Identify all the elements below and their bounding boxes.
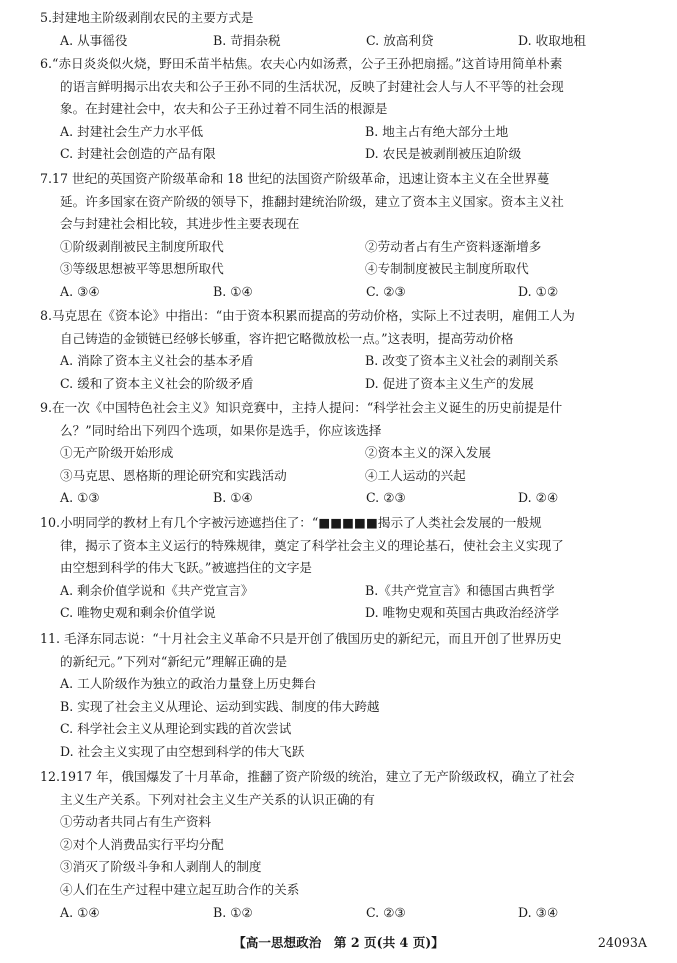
item-4: ④专制制度被民主制度所取代 xyxy=(365,261,529,277)
question-10 xyxy=(40,512,650,625)
item-4: ④人们在生产过程中建立起互助合作的关系 xyxy=(60,881,300,897)
question-stem: 的新纪元。”下列对“新纪元”理解正确的是 xyxy=(60,653,288,669)
option-c: C. ②③ xyxy=(366,283,406,299)
question-5 xyxy=(40,7,650,52)
option-a: A. ③④ xyxy=(60,283,100,299)
question-11 xyxy=(40,628,650,764)
items-row xyxy=(40,258,650,281)
stem-text: 10.小明同学的教材上有几个字被污迹遮挡住了：“ xyxy=(40,515,319,530)
option-a: A. 剩余价值学说和《共产党宣言》 xyxy=(60,582,254,598)
option-a: A. ①③ xyxy=(60,490,100,506)
option-a: A. ①④ xyxy=(60,904,100,920)
option-c: C. ②③ xyxy=(366,490,406,506)
options-row xyxy=(40,373,650,396)
options-row xyxy=(40,602,650,625)
options-row xyxy=(40,580,650,603)
item-3: ③马克思、恩格斯的理论研究和实践活动 xyxy=(60,467,287,483)
options-row xyxy=(40,902,650,925)
question-12 xyxy=(40,766,650,924)
question-8 xyxy=(40,305,650,395)
option-d: D. ③④ xyxy=(518,904,559,920)
items-row xyxy=(40,465,650,488)
option-c: C. 缓和了资本主义社会的阶级矛盾 xyxy=(60,375,254,391)
item-3: ③消灭了阶级斗争和人剥削人的制度 xyxy=(60,859,262,875)
options-row xyxy=(40,281,650,304)
option-d: D. 收取地租 xyxy=(518,32,587,48)
question-stem: 12.1917 年，俄国爆发了十月革命，推翻了资产阶级的统治，建立了无产阶级政权，确立了社会 xyxy=(40,769,575,784)
question-6 xyxy=(40,53,650,166)
option-c: C. 科学社会主义从理论到实践的首次尝试 xyxy=(60,721,292,737)
items-row xyxy=(40,442,650,465)
option-d: D. ①② xyxy=(518,283,559,299)
item-1: ①阶级剥削被民主制度所取代 xyxy=(60,238,224,254)
options-row xyxy=(40,487,650,510)
item-3: ③等级思想被平等思想所取代 xyxy=(60,261,224,277)
question-stem: 5.封建地主阶级剥削农民的主要方式是 xyxy=(40,10,254,25)
option-b: B. 地主占有绝大部分土地 xyxy=(365,123,509,139)
option-b: B. ①④ xyxy=(213,283,253,299)
options-row xyxy=(40,30,650,53)
question-stem: 8.马克思在《资本论》中指出：“由于资本积累而提高的劳动价格，实际上不过表明，雇佣工人为 xyxy=(40,308,575,323)
item-2: ②对个人消费品实行平均分配 xyxy=(60,836,224,852)
option-b: B. ①② xyxy=(213,904,253,920)
option-c: C. 封建社会创造的产品有限 xyxy=(60,146,216,162)
question-stem: 9.在一次《中国特色社会主义》知识竞赛中，主持人提问：“科学社会主义诞生的历史前提是什 xyxy=(40,400,563,415)
question-stem: 11. 毛泽东同志说：“十月社会主义革命不只是开创了俄国历史的新纪元，而且开创了世界历史 xyxy=(40,631,562,646)
question-7 xyxy=(40,168,650,304)
page-footer xyxy=(0,933,677,953)
question-stem: 么？”同时给出下列四个选项，如果你是选手，你应该选择 xyxy=(60,422,382,438)
item-4: ④工人运动的兴起 xyxy=(365,467,466,483)
question-stem: 延。许多国家在资产阶级的领导下，推翻封建统治阶级，建立了资本主义国家。资本主义社 xyxy=(60,193,564,209)
question-stem xyxy=(40,512,650,535)
question-stem: 6.“赤日炎炎似火烧，野田禾苗半枯焦。农夫心内如汤煮，公子王孙把扇摇。”这首诗用简单朴素 xyxy=(40,56,563,71)
option-d: D. 唯物史观和英国古典政治经济学 xyxy=(365,605,559,621)
item-1: ①劳动者共同占有生产资料 xyxy=(60,814,212,830)
option-b: B. 苛捐杂税 xyxy=(213,32,281,48)
question-9 xyxy=(40,397,650,510)
option-c: C. 唯物史观和剩余价值学说 xyxy=(60,605,216,621)
question-stem: 7.17 世纪的英国资产阶级革命和 18 世纪的法国资产阶级革命，迅速让资本主义在全世界蔓 xyxy=(40,171,550,186)
question-stem: 自己铸造的金锁链已经够长够重，容许把它略微放松一点。”这表明，提高劳动价格 xyxy=(60,330,514,346)
items-row xyxy=(40,236,650,259)
question-stem: 由空想到科学的伟大飞跃。”被遮挡住的文字是 xyxy=(60,560,313,576)
option-d: D. 农民是被剥削被压迫阶级 xyxy=(365,146,522,162)
option-c: C. 放高利贷 xyxy=(366,32,434,48)
obscured-text-blocks: ■■■■■ xyxy=(318,515,378,530)
option-a: A. 消除了资本主义社会的基本矛盾 xyxy=(60,353,254,369)
question-stem: 象。在封建社会中，农夫和公子王孙过着不同生活的根源是 xyxy=(60,101,388,117)
item-1: ①无产阶级开始形成 xyxy=(60,445,174,461)
question-stem: 的语言鲜明揭示出农夫和公子王孙不同的生活状况，反映了封建社会人与人不平等的社会现 xyxy=(60,78,564,94)
option-b: B.《共产党宣言》和德国古典哲学 xyxy=(365,582,555,598)
stem-text: 揭示了人类社会发展的一般规 xyxy=(377,515,542,530)
options-row xyxy=(40,143,650,166)
option-b: B. 改变了资本主义社会的剥削关系 xyxy=(365,353,559,369)
question-stem: 主义生产关系。下列对社会主义生产关系的认识正确的有 xyxy=(60,791,375,807)
question-stem: 会与封建社会相比较，其进步性主要表现在 xyxy=(60,216,300,232)
options-row xyxy=(40,350,650,373)
option-a: A. 从事徭役 xyxy=(60,32,128,48)
option-b: B. 实现了社会主义从理论、运动到实践、制度的伟大跨越 xyxy=(60,698,380,714)
footer-paper-code: 24093A xyxy=(597,935,647,950)
option-b: B. ①④ xyxy=(213,490,253,506)
option-d: D. ②④ xyxy=(518,490,559,506)
footer-page-info: 【高一思想政治 第 2 页(共 4 页)】 xyxy=(233,935,444,950)
option-c: C. ②③ xyxy=(366,904,406,920)
option-a: A. 工人阶级作为独立的政治力量登上历史舞台 xyxy=(60,676,317,692)
option-d: D. 促进了资本主义生产的发展 xyxy=(365,375,534,391)
option-d: D. 社会主义实现了由空想到科学的伟大飞跃 xyxy=(60,743,305,759)
option-a: A. 封建社会生产力水平低 xyxy=(60,123,204,139)
item-2: ②资本主义的深入发展 xyxy=(365,445,491,461)
question-stem: 律，揭示了资本主义运行的特殊规律，奠定了科学社会主义的理论基石，使社会主义实现了 xyxy=(60,537,564,553)
item-2: ②劳动者占有生产资料逐渐增多 xyxy=(365,238,542,254)
options-row xyxy=(40,121,650,144)
